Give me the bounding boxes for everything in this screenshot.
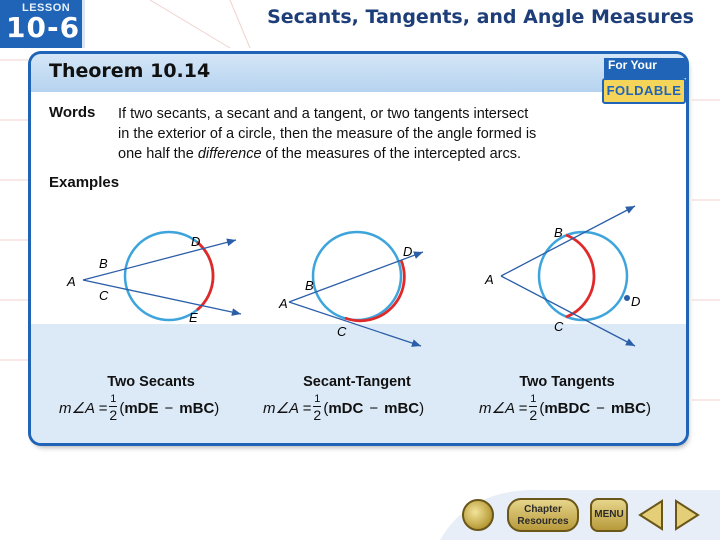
paren-close: ) — [419, 399, 425, 417]
statement-line-3-post: of the measures of the intercepted arcs. — [261, 146, 522, 162]
formula-lhs: m∠A = — [479, 400, 528, 417]
diagram-secant-tangent — [278, 232, 423, 346]
point-label-b: B — [99, 256, 108, 271]
fraction-denominator: 2 — [529, 407, 538, 423]
arc-bdc — [566, 235, 594, 317]
point-label-a: A — [485, 272, 494, 287]
minus-sign: − — [596, 399, 605, 417]
tangent-ray — [289, 302, 421, 346]
arrow-right-icon[interactable] — [672, 497, 702, 533]
diagram-two-tangents — [484, 206, 640, 346]
arc-measure-2: mBC — [179, 399, 215, 417]
examples-label: Examples — [49, 174, 120, 191]
foldable-badge — [598, 58, 686, 106]
lesson-title: Secants, Tangents, and Angle Measures — [267, 6, 694, 28]
point-label-b: B — [305, 278, 314, 293]
fraction-one-half — [109, 394, 117, 422]
arc-measure-1: mDE — [124, 399, 159, 417]
statement-line-1: If two secants, a secant and a tangent, or two tangents intersect — [118, 106, 529, 122]
point-label-d: D — [191, 234, 201, 249]
chapter-resources-button[interactable]: Chapter Resources — [507, 498, 579, 532]
fraction-denominator: 2 — [109, 407, 118, 423]
paren-close: ) — [214, 399, 220, 417]
fraction-one-half — [313, 394, 321, 422]
arc-measure-2: mBC — [384, 399, 420, 417]
arc-de — [197, 242, 213, 310]
example-title-two-secants: Two Secants — [107, 374, 195, 390]
secant-ray — [289, 252, 423, 302]
badge-line-2: FOLDABLE — [602, 78, 686, 104]
statement-line-3-pre: one half the — [118, 146, 198, 162]
lesson-label: LESSON — [22, 2, 71, 14]
arc-measure-2: mBC — [610, 399, 646, 417]
paren-open: ( — [119, 399, 125, 417]
point-d — [624, 295, 630, 301]
paren-open: ( — [539, 399, 545, 417]
point-label-d: D — [631, 294, 641, 309]
arc-measure-1: mDC — [328, 399, 364, 417]
fraction-numerator: 1 — [314, 393, 321, 405]
menu-button[interactable]: MENU — [590, 498, 628, 532]
paren-close: ) — [645, 399, 651, 417]
fraction-numerator: 1 — [110, 393, 117, 405]
point-label-b: B — [554, 225, 563, 240]
diagram-two-secants — [66, 232, 241, 325]
tangent-ray-lower — [501, 276, 635, 346]
arrow-left-icon[interactable] — [636, 497, 666, 533]
formula-two-secants — [59, 394, 219, 422]
badge-line-1: For Your — [608, 58, 657, 72]
point-label-a: A — [279, 296, 288, 311]
point-label-d: D — [403, 244, 413, 259]
paren-open: ( — [323, 399, 329, 417]
globe-icon[interactable] — [462, 499, 494, 531]
fraction-one-half — [529, 394, 537, 422]
point-label-e: E — [189, 310, 198, 325]
fraction-denominator: 2 — [313, 407, 322, 423]
lesson-number: 10-6 — [6, 11, 81, 44]
point-label-c: C — [99, 288, 109, 303]
tangent-ray-upper — [501, 206, 635, 276]
example-title-secant-tangent: Secant-Tangent — [303, 374, 411, 390]
arc-dc — [345, 260, 404, 321]
arc-measure-1: mBDC — [544, 399, 591, 417]
formula-lhs: m∠A = — [263, 400, 312, 417]
lesson-header — [0, 0, 720, 48]
minus-sign: − — [369, 399, 379, 417]
point-label-c: C — [337, 324, 347, 339]
minus-sign: − — [164, 399, 174, 417]
words-label: Words — [49, 104, 96, 121]
formula-secant-tangent — [263, 394, 424, 422]
formula-lhs: m∠A = — [59, 400, 108, 417]
formula-two-tangents — [479, 394, 651, 422]
point-label-c: C — [554, 319, 564, 334]
fraction-numerator: 1 — [530, 393, 537, 405]
example-title-two-tangents: Two Tangents — [519, 374, 615, 390]
statement-line-2: in the exterior of a circle, then the measure of the angle formed is — [118, 126, 537, 142]
statement-emphasis: difference — [197, 146, 262, 162]
theorem-card — [31, 54, 686, 443]
lesson-tab — [0, 0, 85, 48]
theorem-title: Theorem 10.14 — [49, 60, 211, 82]
point-label-a: A — [67, 274, 76, 289]
